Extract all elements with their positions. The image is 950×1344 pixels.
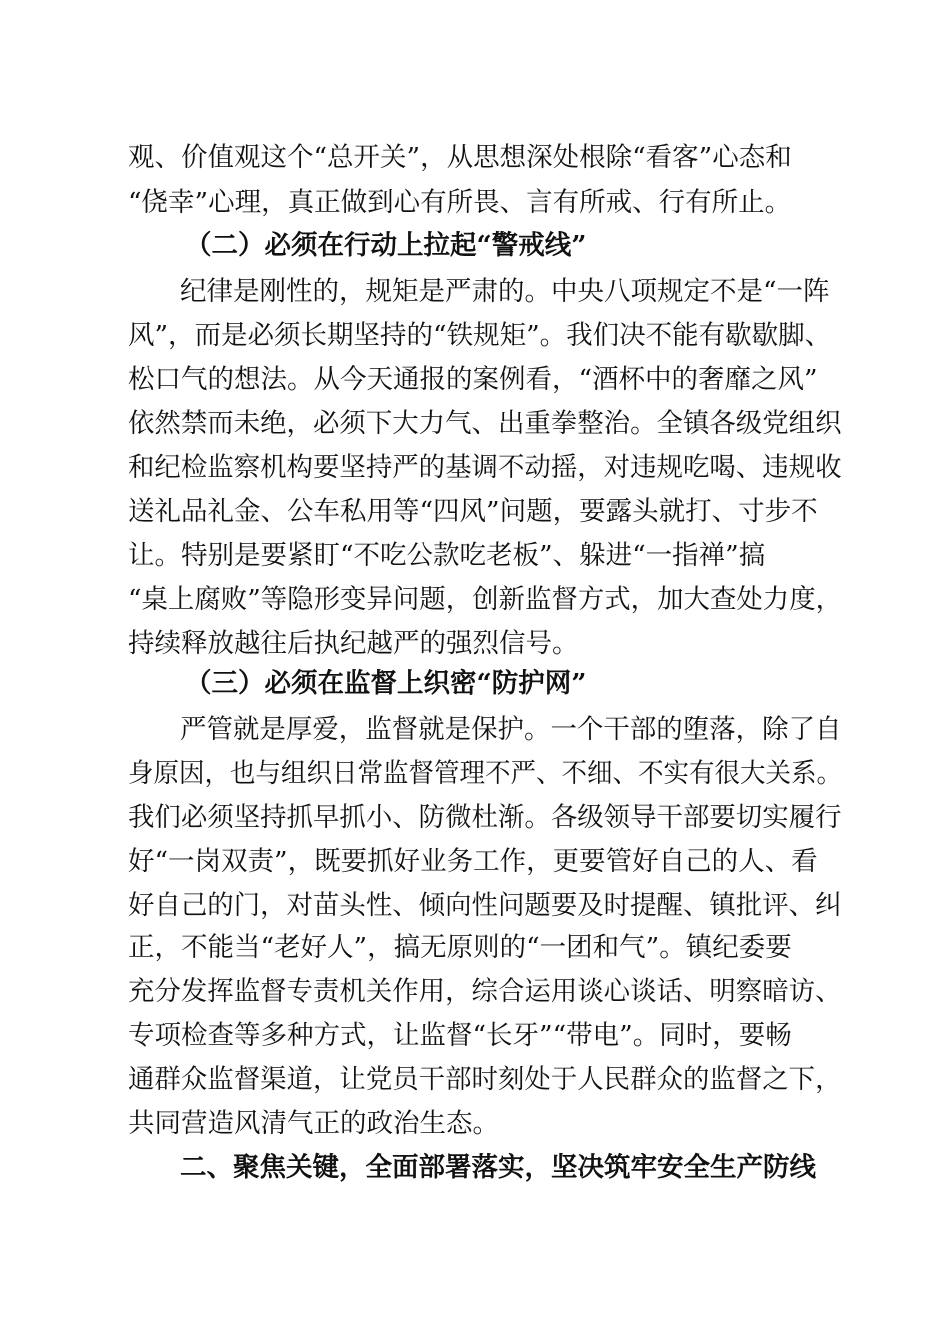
paragraph-line: 正，不能当“老好人”，搞无原则的“一团和气”。镇纪委要 <box>128 932 792 963</box>
paragraph-line: 依然禁而未绝，必须下大力气、出重拳整治。全镇各级党组织 <box>128 408 842 439</box>
paragraph-line: 好“一岗双责”，既要抓好业务工作，更要管好自己的人、看 <box>128 846 818 877</box>
paragraph-line: 持续释放越往后执纪越严的强烈信号。 <box>128 628 579 659</box>
paragraph-line: 好自己的门，对苗头性、倾向性问题要及时提醒、镇批评、纠 <box>128 890 842 921</box>
paragraph-line: 松口气的想法。从今天通报的案例看，“酒杯中的奢靡之风” <box>128 364 818 395</box>
chapter-heading: 二、聚焦关键，全面部署落实，坚决筑牢安全生产防线 <box>180 1152 816 1183</box>
paragraph-line: 身原因，也与组织日常监督管理不严、不细、不实有很大关系。 <box>128 758 843 789</box>
section-heading: （二）必须在行动上拉起“警戒线” <box>185 230 587 261</box>
section-heading: （三）必须在监督上织密“防护网” <box>185 668 587 699</box>
paragraph-line: 严管就是厚爱，监督就是保护。一个干部的堕落，除了自 <box>180 714 842 745</box>
paragraph-line: 观、价值观这个“总开关”，从思想深处根除“看客”心态和 <box>128 142 792 173</box>
paragraph-line: 专项检查等多种方式，让监督“长牙”“带电”。同时，要畅 <box>128 1020 792 1051</box>
paragraph-line: “侥幸”心理，真正做到心有所畏、言有所戒、行有所止。 <box>128 187 792 218</box>
paragraph-line: 让。特别是要紧盯“不吃公款吃老板”、躲进“一指禅”搞 <box>128 540 766 571</box>
paragraph-line: 充分发挥监督专责机关作用，综合运用谈心谈话、明察暗访、 <box>128 976 842 1007</box>
paragraph-line: 和纪检监察机构要坚持严的基调不动摇，对违规吃喝、违规收 <box>128 452 842 483</box>
paragraph-line: 通群众监督渠道，让党员干部时刻处于人民群众的监督之下， <box>128 1064 842 1095</box>
paragraph-line: 送礼品礼金、公车私用等“四风”问题，要露头就打、寸步不 <box>128 496 818 527</box>
paragraph-line: 我们必须坚持抓早抓小、防微杜渐。各级领导干部要切实履行 <box>128 802 842 833</box>
paragraph-line: 风”，而是必须长期坚持的“铁规矩”。我们决不能有歇歇脚、 <box>128 320 832 351</box>
paragraph-line: 纪律是刚性的，规矩是严肃的。中央八项规定不是“一阵 <box>180 276 830 307</box>
paragraph-line: 共同营造风清气正的政治生态。 <box>128 1108 499 1139</box>
paragraph-line: “桌上腐败”等隐形变异问题，创新监督方式，加大查处力度， <box>128 584 843 615</box>
